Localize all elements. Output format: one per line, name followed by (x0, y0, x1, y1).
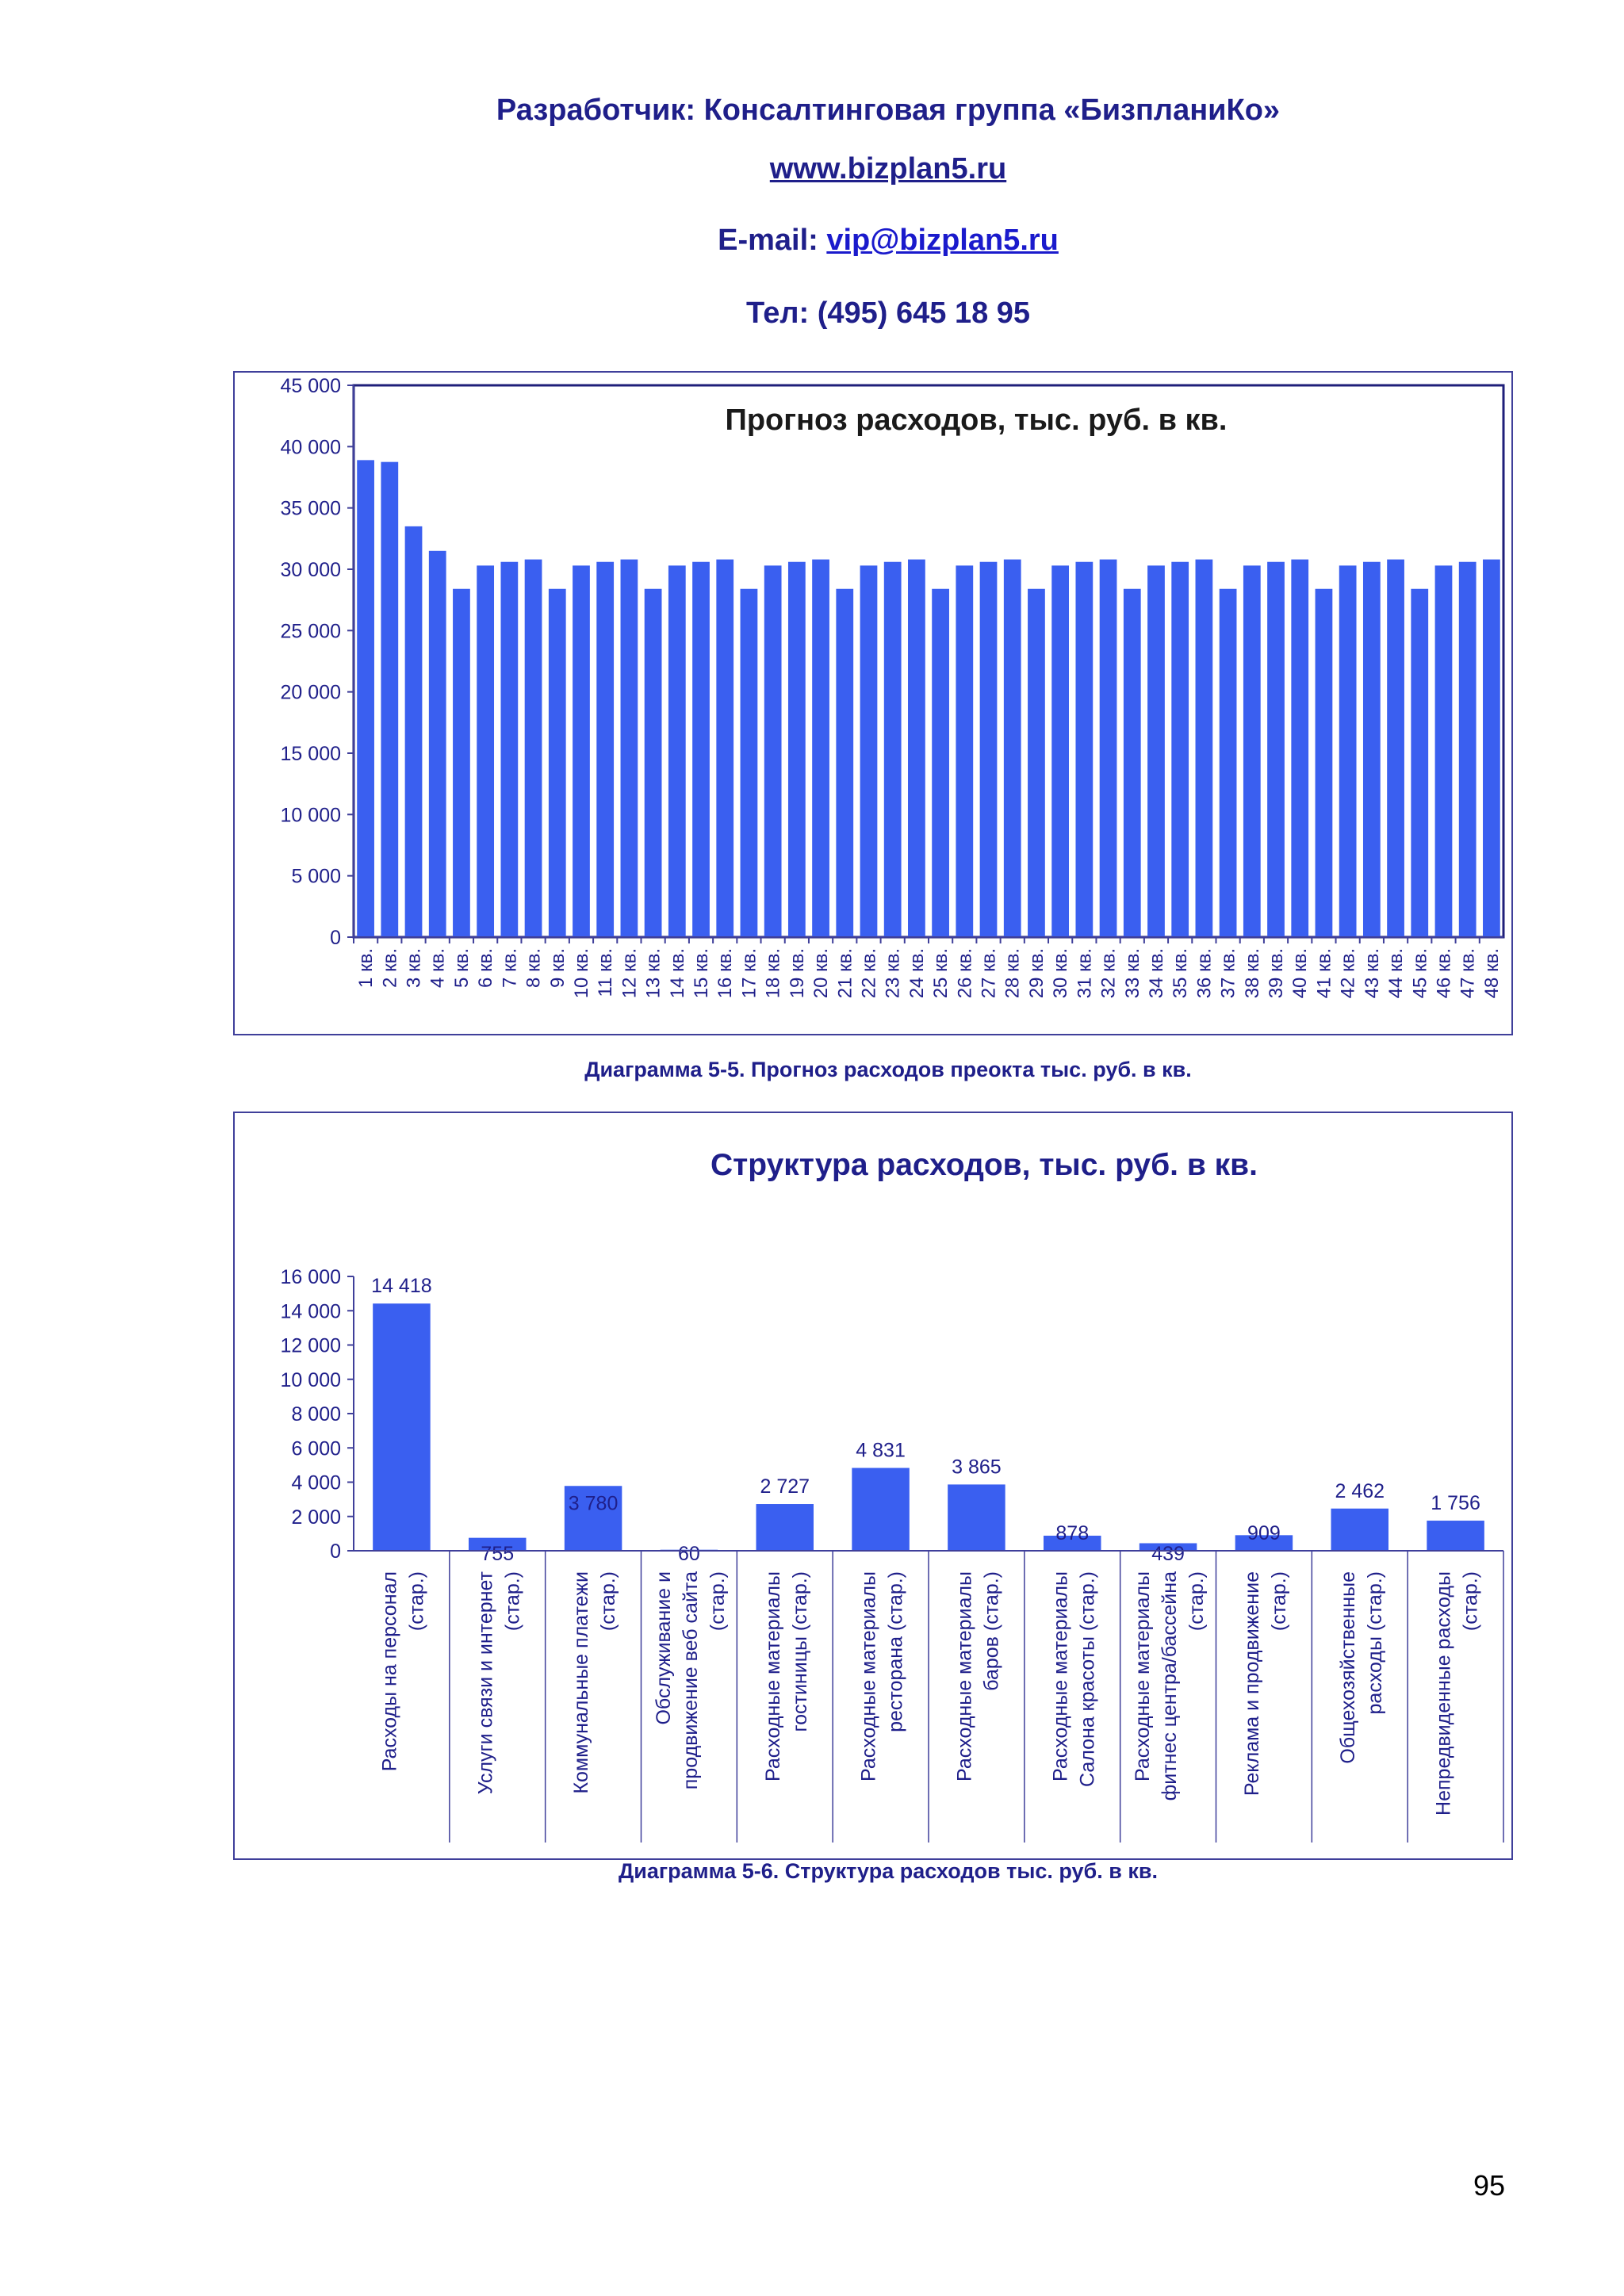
bar (477, 565, 494, 937)
bar (1124, 589, 1141, 937)
x-tick-label: 45 кв. (1409, 948, 1431, 999)
bar (1435, 565, 1453, 937)
bar (948, 1484, 1005, 1551)
bar (549, 589, 566, 937)
x-tick-label: 32 кв. (1097, 948, 1120, 999)
data-label: 1 756 (1431, 1492, 1480, 1515)
y-tick-label: 25 000 (280, 620, 341, 643)
data-label: 14 418 (371, 1275, 432, 1298)
expense-forecast-svg (235, 373, 1511, 1034)
x-category-label: Салона красоты (стар.) (1076, 1571, 1099, 1787)
x-tick-label: 27 кв. (978, 948, 1000, 999)
data-label: 4 831 (856, 1439, 906, 1462)
x-category-label: (стар.) (1185, 1571, 1208, 1632)
x-tick-label: 10 кв. (570, 948, 592, 999)
x-tick-label: 18 кв. (762, 948, 784, 999)
bar (596, 562, 614, 937)
y-tick-label: 8 000 (291, 1403, 341, 1425)
x-tick-label: 15 кв. (691, 948, 713, 999)
x-tick-label: 47 кв. (1457, 948, 1479, 999)
bar (621, 560, 638, 937)
x-tick-label: 42 кв. (1337, 948, 1359, 999)
chart-title: Структура расходов, тыс. руб. в кв. (710, 1148, 1258, 1182)
x-tick-label: 17 кв. (738, 948, 760, 999)
bar (1331, 1509, 1389, 1551)
x-category-label: (стар.) (1459, 1571, 1482, 1632)
x-tick-label: 21 кв. (834, 948, 856, 999)
bar (1363, 562, 1381, 937)
bar (812, 560, 829, 937)
data-label: 439 (1151, 1543, 1185, 1565)
x-tick-label: 37 кв. (1217, 948, 1239, 999)
bar (1316, 589, 1333, 937)
bar (405, 526, 423, 937)
x-tick-label: 20 кв. (810, 948, 833, 999)
x-category-label: Расходы на персонал (378, 1571, 401, 1772)
bar (852, 1468, 910, 1551)
bar (645, 589, 662, 937)
x-tick-label: 6 кв. (475, 948, 497, 988)
y-tick-label: 10 000 (280, 1368, 341, 1391)
y-tick-label: 16 000 (280, 1266, 341, 1288)
bar (1483, 560, 1500, 937)
y-tick-label: 45 000 (280, 375, 341, 397)
bar (1339, 565, 1357, 937)
page-number: 95 (1473, 2169, 1506, 2202)
data-label: 909 (1247, 1522, 1281, 1544)
email-line (0, 224, 1624, 258)
bar (860, 565, 878, 937)
bar (1220, 589, 1237, 937)
bar (1171, 562, 1189, 937)
x-tick-label: 41 кв. (1313, 948, 1335, 999)
x-tick-label: 30 кв. (1050, 948, 1072, 999)
x-tick-label: 1 кв. (355, 948, 377, 988)
x-tick-label: 7 кв. (499, 948, 521, 988)
y-tick-label: 30 000 (280, 559, 341, 581)
y-tick-label: 0 (330, 1540, 341, 1563)
bar (980, 562, 998, 937)
bar (956, 565, 973, 937)
bar (692, 562, 710, 937)
x-category-label: фитнес центра/бассейна (1159, 1571, 1182, 1801)
data-label: 60 (678, 1543, 700, 1565)
x-category-label: Расходные материалы (953, 1571, 976, 1781)
email-label: E-mail: (718, 224, 827, 257)
x-tick-label: 38 кв. (1241, 948, 1263, 999)
bar (1196, 560, 1213, 937)
x-tick-label: 26 кв. (954, 948, 976, 999)
bar (1028, 589, 1045, 937)
bar (884, 562, 902, 937)
bar (1387, 560, 1404, 937)
chart-title: Прогноз расходов, тыс. руб. в кв. (725, 404, 1228, 437)
x-tick-label: 5 кв. (450, 948, 473, 988)
x-category-label: ресторана (стар.) (884, 1571, 907, 1732)
bar (453, 589, 470, 937)
data-label: 2 727 (760, 1475, 810, 1498)
x-tick-label: 13 кв. (642, 948, 665, 999)
bar (1147, 565, 1165, 937)
x-tick-label: 43 кв. (1361, 948, 1383, 999)
data-label: 878 (1055, 1522, 1090, 1544)
expense-forecast-chart (233, 371, 1513, 1035)
data-label: 2 462 (1335, 1479, 1385, 1502)
bar (764, 565, 782, 937)
y-tick-label: 4 000 (291, 1471, 341, 1494)
bar (357, 460, 374, 937)
bar (756, 1504, 814, 1551)
x-category-label: Расходные материалы (761, 1571, 784, 1781)
x-tick-label: 40 кв. (1289, 948, 1312, 999)
x-tick-label: 35 кв. (1170, 948, 1192, 999)
chart2-caption: Диаграмма 5-6. Структура расходов тыс. руб. в кв. (619, 1859, 1158, 1883)
x-category-label: продвижение веб сайта (679, 1571, 702, 1790)
bar (908, 560, 925, 937)
x-category-label: гостиницы (стар.) (788, 1571, 811, 1732)
x-tick-label: 22 кв. (858, 948, 880, 999)
website-link[interactable] (0, 152, 1624, 186)
bar (932, 589, 949, 937)
bar (1051, 565, 1069, 937)
x-tick-label: 3 кв. (403, 948, 425, 988)
x-tick-label: 39 кв. (1266, 948, 1288, 999)
x-tick-label: 11 кв. (595, 948, 617, 997)
x-tick-label: 34 кв. (1145, 948, 1167, 999)
y-tick-label: 20 000 (280, 681, 341, 704)
x-category-label: (стар.) (706, 1571, 729, 1632)
bar (500, 562, 518, 937)
x-category-label: (стар.) (501, 1571, 524, 1632)
y-tick-label: 6 000 (291, 1437, 341, 1460)
bar (1459, 562, 1477, 937)
bar (381, 462, 398, 937)
bar (573, 565, 590, 937)
x-category-label: Коммунальные платежи (570, 1571, 593, 1794)
website-text[interactable]: www.bizplan5.ru (769, 152, 1007, 186)
x-tick-label: 23 кв. (882, 948, 904, 999)
x-tick-label: 33 кв. (1121, 948, 1143, 999)
bar (1243, 565, 1261, 937)
x-tick-label: 14 кв. (666, 948, 688, 999)
y-tick-label: 35 000 (280, 497, 341, 520)
x-category-label: Расходные материалы (1049, 1571, 1072, 1781)
x-tick-label: 29 кв. (1025, 948, 1048, 999)
bar (429, 551, 446, 937)
y-tick-label: 2 000 (291, 1506, 341, 1529)
phone-line: Тел: (495) 645 18 95 (745, 297, 1031, 330)
x-category-label: расходы (стар.) (1363, 1571, 1386, 1715)
x-category-label: Расходные материалы (1132, 1571, 1155, 1781)
bar (788, 562, 806, 937)
y-tick-label: 5 000 (291, 865, 341, 888)
developer-line: Разработчик: Консалтинговая группа «БизпланиКо» (496, 94, 1281, 127)
y-tick-label: 14 000 (280, 1300, 341, 1323)
y-tick-label: 15 000 (280, 743, 341, 765)
bar (1100, 560, 1117, 937)
x-tick-label: 9 кв. (546, 948, 569, 988)
x-tick-label: 4 кв. (427, 948, 449, 988)
x-category-label: Общехозяйственные (1336, 1571, 1359, 1764)
data-label: 3 780 (568, 1492, 619, 1515)
bar (1004, 560, 1021, 937)
data-label: 3 865 (952, 1456, 1002, 1479)
x-tick-label: 19 кв. (786, 948, 808, 999)
bar (836, 589, 853, 937)
expense-structure-svg (235, 1113, 1511, 1858)
x-tick-label: 46 кв. (1433, 948, 1455, 999)
bar (668, 565, 686, 937)
x-tick-label: 48 кв. (1480, 948, 1503, 999)
bar (716, 560, 733, 937)
email-link[interactable]: vip@bizplan5.ru (826, 224, 1059, 257)
x-tick-label: 24 кв. (906, 948, 928, 999)
x-category-label: (стар.) (405, 1571, 428, 1632)
bar (373, 1303, 431, 1551)
x-category-label: Непредвиденные расходы (1432, 1571, 1455, 1816)
bar (741, 589, 758, 937)
x-tick-label: 12 кв. (619, 948, 641, 999)
x-tick-label: 8 кв. (523, 948, 545, 988)
x-tick-label: 25 кв. (930, 948, 952, 999)
y-tick-label: 40 000 (280, 436, 341, 459)
y-tick-label: 10 000 (280, 804, 341, 827)
expense-structure-chart (233, 1112, 1513, 1860)
x-tick-label: 2 кв. (379, 948, 401, 988)
bar (1075, 562, 1093, 937)
x-tick-label: 36 кв. (1193, 948, 1216, 999)
y-tick-label: 12 000 (280, 1334, 341, 1357)
bar (1411, 589, 1428, 937)
x-tick-label: 44 кв. (1385, 948, 1408, 999)
bar (1291, 560, 1308, 937)
x-category-label: (стар.) (1267, 1571, 1290, 1632)
x-category-label: Обслуживание и (652, 1571, 675, 1725)
x-category-label: Услуги связи и интернет (474, 1571, 497, 1795)
bar (1427, 1521, 1484, 1551)
x-category-label: Расходные материалы (857, 1571, 880, 1781)
data-label: 755 (481, 1543, 515, 1565)
x-category-label: (стар.) (597, 1571, 620, 1632)
x-category-label: Реклама и продвижение (1240, 1571, 1263, 1797)
x-tick-label: 28 кв. (1002, 948, 1024, 999)
chart1-caption: Диаграмма 5-5. Прогноз расходов преокта тыс. руб. в кв. (584, 1058, 1192, 1081)
x-tick-label: 31 кв. (1074, 948, 1096, 999)
bar (1267, 562, 1285, 937)
x-category-label: баров (стар.) (980, 1571, 1003, 1691)
bar (525, 560, 542, 937)
y-tick-label: 0 (330, 927, 341, 949)
x-tick-label: 16 кв. (714, 948, 737, 999)
